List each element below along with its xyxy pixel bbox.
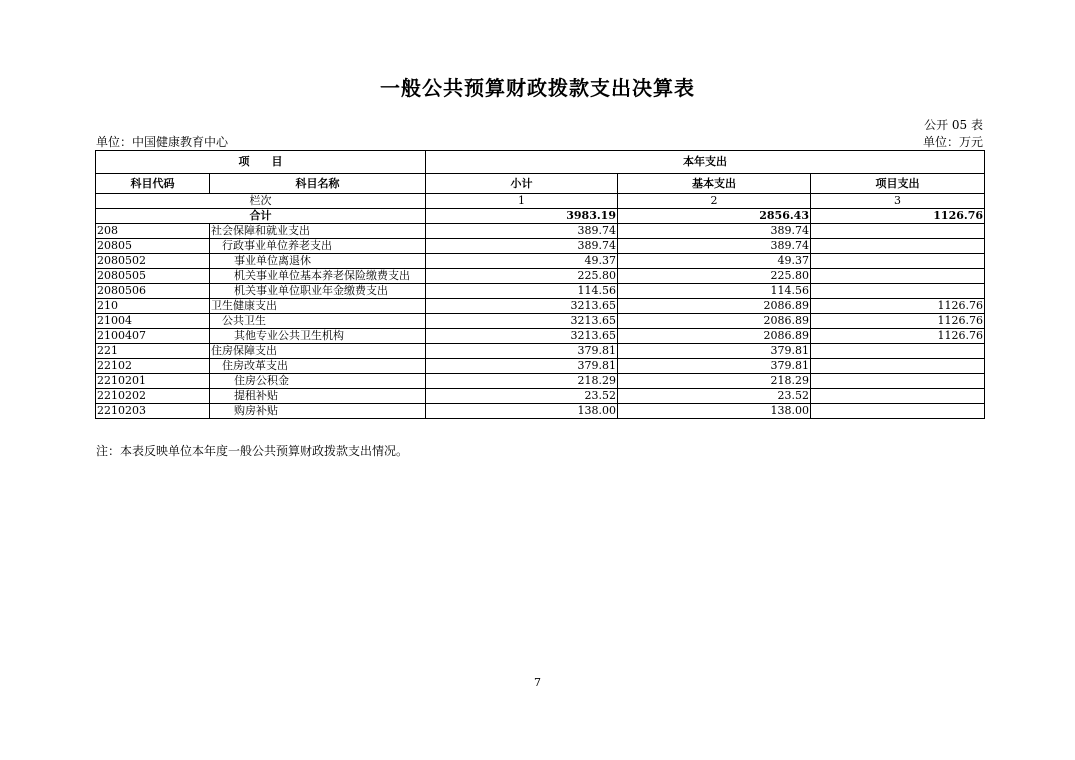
row-basic: 389.74	[618, 239, 811, 254]
row-project: 1126.76	[811, 329, 985, 344]
row-code: 20805	[96, 239, 210, 254]
row-name: 住房公积金	[210, 374, 426, 389]
total-label: 合计	[96, 209, 426, 224]
row-basic: 379.81	[618, 359, 811, 374]
header-current-year: 本年支出	[426, 151, 985, 174]
table-row	[96, 269, 985, 284]
row-subtotal: 3213.65	[426, 329, 618, 344]
row-name: 机关事业单位基本养老保险缴费支出	[210, 269, 426, 284]
row-subtotal: 3213.65	[426, 314, 618, 329]
row-basic: 225.80	[618, 269, 811, 284]
row-code: 2080506	[96, 284, 210, 299]
table-note: 注：本表反映单位本年度一般公共预算财政拨款支出情况。	[96, 444, 409, 458]
total-project: 1126.76	[811, 209, 985, 224]
column-number-row	[96, 194, 985, 209]
row-name: 社会保障和就业支出	[210, 224, 426, 239]
currency-unit: 单位：万元	[922, 135, 983, 149]
row-basic: 114.56	[618, 284, 811, 299]
table-row	[96, 254, 985, 269]
row-code: 22102	[96, 359, 210, 374]
page-number: 7	[534, 676, 541, 689]
row-name: 其他专业公共卫生机构	[210, 329, 426, 344]
row-name: 住房保障支出	[210, 344, 426, 359]
form-number: 公开 05 表	[924, 118, 983, 132]
column-1: 1	[426, 194, 618, 209]
column-3: 3	[811, 194, 985, 209]
row-name: 行政事业单位养老支出	[210, 239, 426, 254]
row-project	[811, 389, 985, 404]
row-subtotal: 138.00	[426, 404, 618, 419]
row-basic: 218.29	[618, 374, 811, 389]
row-subtotal: 379.81	[426, 359, 618, 374]
total-subtotal: 3983.19	[426, 209, 618, 224]
header-name: 科目名称	[210, 174, 426, 194]
table-row	[96, 404, 985, 419]
table-row	[96, 329, 985, 344]
row-project: 1126.76	[811, 299, 985, 314]
row-project	[811, 224, 985, 239]
row-project	[811, 239, 985, 254]
table-row	[96, 374, 985, 389]
table-row	[96, 284, 985, 299]
row-basic: 2086.89	[618, 314, 811, 329]
row-project	[811, 254, 985, 269]
row-name: 卫生健康支出	[210, 299, 426, 314]
row-code: 210	[96, 299, 210, 314]
column-label: 栏次	[96, 194, 426, 209]
row-project: 1126.76	[811, 314, 985, 329]
row-subtotal: 225.80	[426, 269, 618, 284]
table-row	[96, 299, 985, 314]
table-row	[96, 314, 985, 329]
row-code: 21004	[96, 314, 210, 329]
header-item: 项 目	[96, 151, 426, 174]
header-code: 科目代码	[96, 174, 210, 194]
total-basic: 2856.43	[618, 209, 811, 224]
table-row	[96, 224, 985, 239]
row-basic: 138.00	[618, 404, 811, 419]
row-subtotal: 49.37	[426, 254, 618, 269]
row-basic: 389.74	[618, 224, 811, 239]
row-code: 2210202	[96, 389, 210, 404]
row-subtotal: 23.52	[426, 389, 618, 404]
row-name: 事业单位离退休	[210, 254, 426, 269]
row-name: 住房改革支出	[210, 359, 426, 374]
total-row	[96, 209, 985, 224]
row-subtotal: 114.56	[426, 284, 618, 299]
row-name: 机关事业单位职业年金缴费支出	[210, 284, 426, 299]
row-code: 2210203	[96, 404, 210, 419]
row-name: 提租补贴	[210, 389, 426, 404]
row-subtotal: 218.29	[426, 374, 618, 389]
row-basic: 49.37	[618, 254, 811, 269]
row-project	[811, 269, 985, 284]
row-subtotal: 3213.65	[426, 299, 618, 314]
header-subtotal: 小计	[426, 174, 618, 194]
page-title: 一般公共预算财政拨款支出决算表	[380, 76, 695, 100]
row-code: 2080505	[96, 269, 210, 284]
row-project	[811, 374, 985, 389]
table-row	[96, 389, 985, 404]
row-name: 公共卫生	[210, 314, 426, 329]
header-basic: 基本支出	[618, 174, 811, 194]
row-name: 购房补贴	[210, 404, 426, 419]
header-project: 项目支出	[811, 174, 985, 194]
row-code: 2080502	[96, 254, 210, 269]
row-basic: 2086.89	[618, 329, 811, 344]
row-subtotal: 389.74	[426, 224, 618, 239]
table-row	[96, 239, 985, 254]
organization-unit: 单位：中国健康教育中心	[96, 135, 229, 149]
row-code: 2100407	[96, 329, 210, 344]
table-row	[96, 344, 985, 359]
row-basic: 379.81	[618, 344, 811, 359]
row-basic: 2086.89	[618, 299, 811, 314]
expenditure-table	[95, 150, 985, 419]
row-project	[811, 404, 985, 419]
column-2: 2	[618, 194, 811, 209]
row-subtotal: 389.74	[426, 239, 618, 254]
row-project	[811, 284, 985, 299]
row-project	[811, 344, 985, 359]
row-code: 221	[96, 344, 210, 359]
row-subtotal: 379.81	[426, 344, 618, 359]
row-code: 208	[96, 224, 210, 239]
row-basic: 23.52	[618, 389, 811, 404]
row-code: 2210201	[96, 374, 210, 389]
table-row	[96, 359, 985, 374]
row-project	[811, 359, 985, 374]
